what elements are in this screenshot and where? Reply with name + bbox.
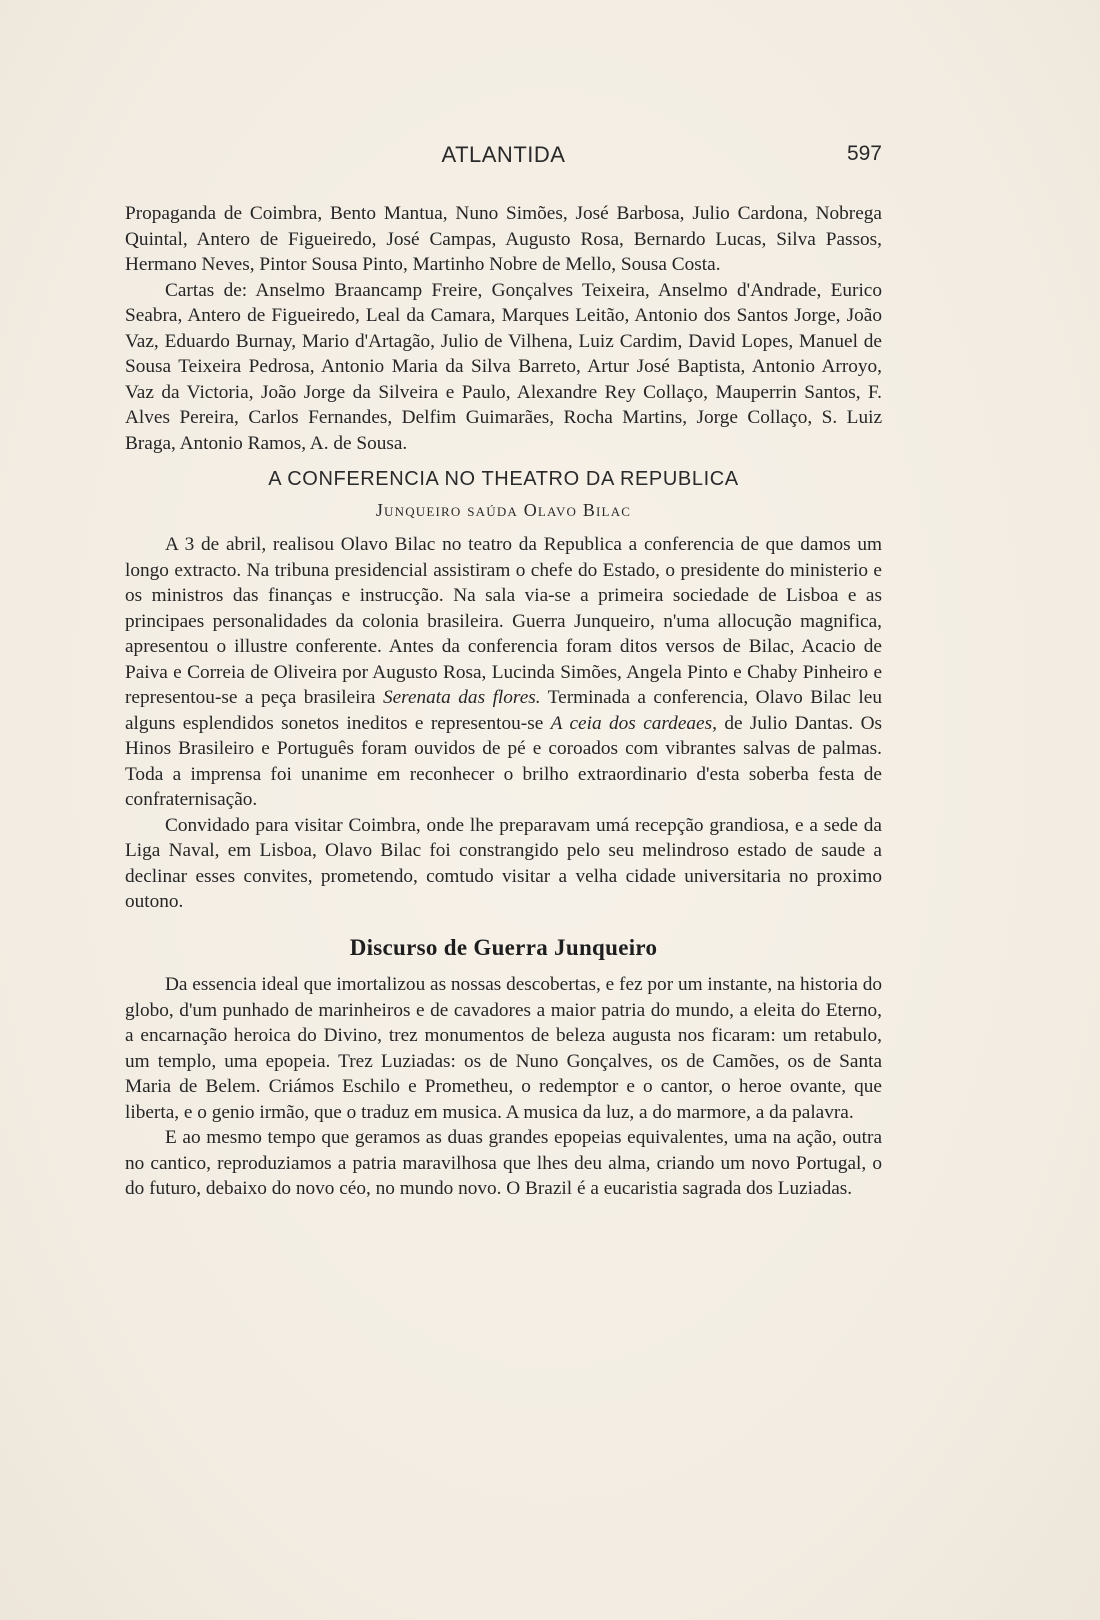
paragraph-invitation: Convidado para visitar Coimbra, onde lhe preparavam umá recepção grandiosa, e a sede da Liga Naval, em Lisboa, Olavo Bilac foi constrangido pelo seu melindroso estado de saude a declinar esses convites, prometendo, comtudo visitar a velha cidade universitaria no proximo outono. xyxy=(125,814,882,912)
paragraph-conference-text-2: Terminada a conferencia, Olavo Bilac leu alguns esplendidos sonetos ineditos e representou-se xyxy=(125,687,882,734)
running-title: ATLANTIDA xyxy=(441,142,566,167)
paragraph-conference-text-3: de Julio Dantas. Os Hinos Brasileiro e Português foram ouvidos de pé e coroados com vibrantes salvas de palmas. Toda a imprensa foi unanime em reconhecer o brilho extraordinario d'esta soberba festa de confraternisação. xyxy=(125,712,882,810)
paragraph-conference xyxy=(125,532,882,813)
paragraph-speech-2: E ao mesmo tempo que geramos as duas grandes epopeias equivalentes, uma na ação, outra no cantico, reproduziamos a patria maravilhosa que lhes deu alma, criando um novo Portugal, o do futuro, debaixo do novo céo, no mundo novo. O Brazil é a eucaristia sagrada dos Luziadas. xyxy=(125,1127,882,1199)
page-header xyxy=(125,142,882,172)
paragraph-speech-1: Da essencia ideal que imortalizou as nossas descobertas, e fez por um instante, na historia do globo, d'um punhado de marinheiros e de cavadores a maior patria do mundo, a eleita do Eterno, a encarnação heroica do Divino, trez monumentos de beleza augusta nos ficaram: um retabulo, um templo, uma epopeia. Trez Luziadas: os de Nuno Gonçalves, os de Camões, os de Santa Maria de Belem. Criámos Eschilo e Prometheu, o redemptor e o cantor, o heroe ovante, que liberta, e o genio irmão, que o traduz em musica. A musica da luz, a do marmore, a da palavra. xyxy=(125,974,882,1123)
page-body xyxy=(125,201,882,1202)
section-title: A CONFERENCIA NO THEATRO DA REPUBLICA xyxy=(268,468,739,490)
paragraph-cartas-list: Cartas de: Anselmo Braancamp Freire, Gonçalves Teixeira, Anselmo d'Andrade, Eurico Seabra, Antero de Figueiredo, Leal da Camara, Marques Leitão, Antonio dos Santos Jorge, João Vaz, Eduardo Burnay, Mario d'Artagão, Julio de Vilhena, Luiz Cardim, David Lopes, Manuel de Sousa Teixeira Pedrosa, Antonio Maria da Silva Barreto, Artur José Baptista, Antonio Arroyo, Vaz da Victoria, João Jorge da Silveira e Paulo, Alexandre Rey Collaço, Mauperrin Santos, F. Alves Pereira, Carlos Fernandes, Delfim Guimarães, Rocha Martins, Jorge Collaço, S. Luiz Braga, Antonio Ramos, A. de Sousa. xyxy=(125,279,882,454)
page-number: 597 xyxy=(846,142,882,165)
play-title-ceia: A ceia dos cardeaes, xyxy=(550,712,717,734)
play-title-serenata: Serenata das flores. xyxy=(382,687,541,708)
section-subtitle: Junqueiro saúda Olavo Bilac xyxy=(375,499,632,520)
paragraph-conference-text-1: A 3 de abril, realisou Olavo Bilac no teatro da Republica a conferencia de que damos um longo extracto. Na tribuna presidencial assistiram o chefe do Estado, o presidente do ministerio e os ministros das finanças e instrucção. Na sala via-se a primeira sociedade de Lisboa e as principaes personalidades da colonia brasileira. Guerra Junqueiro, n'uma allocução magnifica, apresentou o illustre conferente. Antes da conferencia foram ditos versos de Bilac, Acacio de Paiva e Correia de Oliveira por Augusto Rosa, Lucinda Simões, Angela Pinto e Chaby Pinheiro e representou-se a peça brasileira xyxy=(125,534,882,708)
paragraph-propaganda-list: Propaganda de Coimbra, Bento Mantua, Nuno Simões, José Barbosa, Julio Cardona, Nobrega Quintal, Antero de Figueiredo, José Campas, Augusto Rosa, Bernardo Lucas, Silva Passos, Hermano Neves, Pintor Sousa Pinto, Martinho Nobre de Mello, Sousa Costa. xyxy=(125,203,882,275)
speech-title: Discurso de Guerra Junqueiro xyxy=(349,934,658,960)
